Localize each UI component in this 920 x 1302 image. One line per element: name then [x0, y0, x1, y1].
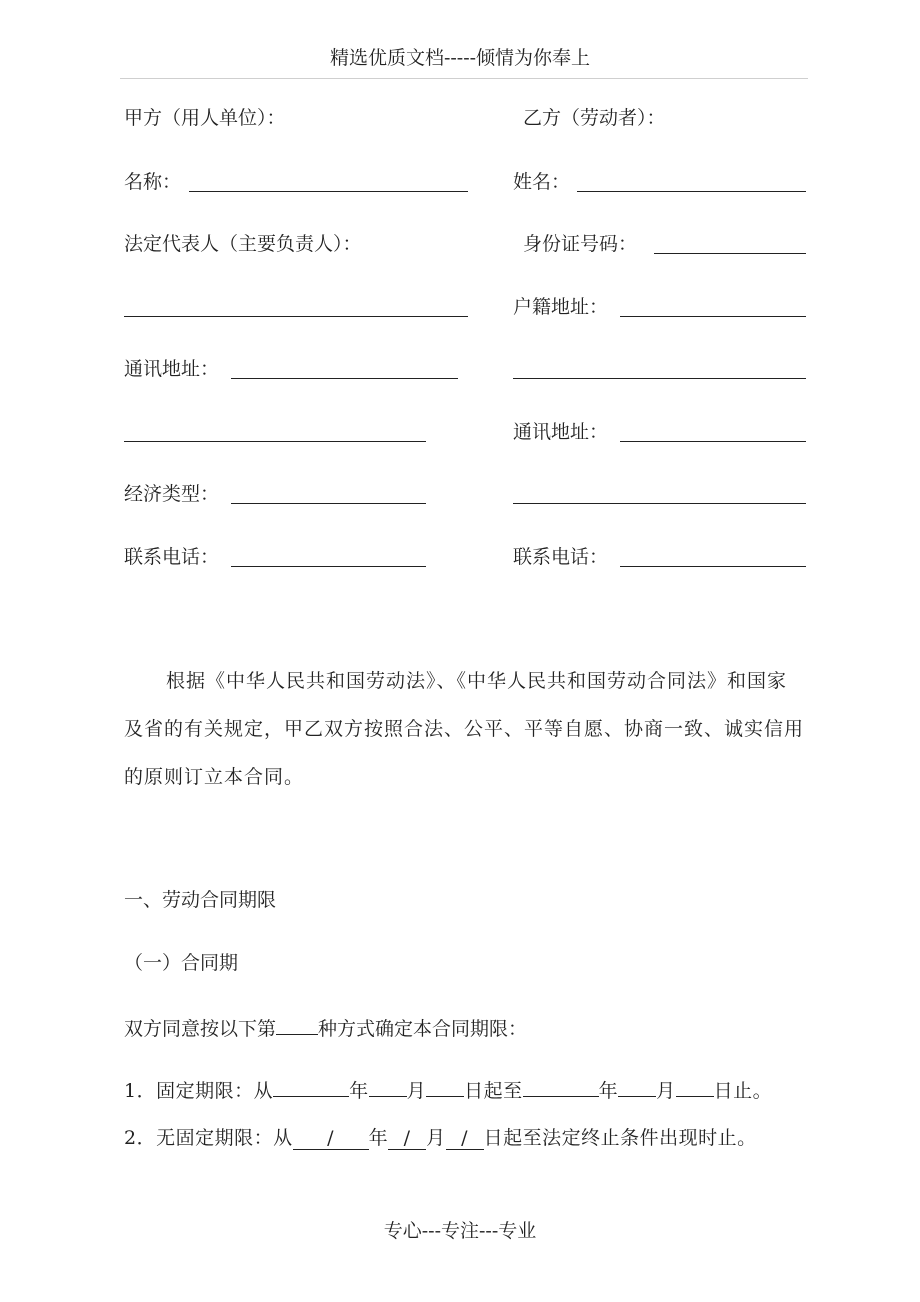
- page-footer: 专心---专注---专业: [383, 1220, 537, 1242]
- party-a-rep-label: 法定代表人（主要负责人）：: [124, 233, 362, 255]
- term-choice-suffix: 种方式确定本合同期限：: [318, 1018, 528, 1040]
- fixed-start-month-blank[interactable]: [369, 1076, 407, 1097]
- fixed-start-year-blank[interactable]: [273, 1076, 349, 1097]
- page-header: 精选优质文档-----倾情为你奉上: [329, 47, 591, 69]
- month-label: 月: [656, 1080, 676, 1102]
- party-a-address-field[interactable]: [231, 378, 458, 379]
- open-term-prefix: 2．无固定期限：从: [124, 1127, 293, 1149]
- day-to-label: 日止。: [713, 1080, 773, 1102]
- party-a-heading: 甲方（用人单位）：: [124, 107, 286, 129]
- open-term-line: [124, 1126, 757, 1150]
- section-1-title: 一、劳动合同期限: [124, 889, 277, 911]
- fixed-end-day-blank[interactable]: [676, 1076, 714, 1097]
- term-choice-blank[interactable]: [276, 1014, 318, 1035]
- fixed-end-month-blank[interactable]: [618, 1076, 656, 1097]
- month-label: 月: [426, 1127, 446, 1149]
- party-a-name-label: 名称：: [124, 171, 182, 193]
- fixed-end-year-blank[interactable]: [523, 1076, 599, 1097]
- party-b-name-field[interactable]: [577, 191, 806, 192]
- party-a-rep-field[interactable]: [124, 316, 468, 317]
- party-a-address-field-line2[interactable]: [124, 441, 426, 442]
- preamble-paragraph: 根据《中华人民共和国劳动法》、《中华人民共和国劳动合同法》和国家及省的有关规定，甲乙双方按照合法、公平、平等自愿、协商一致、诚实信用的原则订立本合同。: [124, 670, 805, 788]
- party-b-address-field-line2[interactable]: [513, 503, 806, 504]
- fixed-term-line: [124, 1076, 772, 1103]
- fixed-term-prefix: 1．固定期限：从: [124, 1080, 274, 1102]
- day-from-label: 日起至: [464, 1080, 523, 1102]
- year-label: 年: [349, 1080, 369, 1102]
- term-choice-prefix: 双方同意按以下第: [124, 1018, 277, 1040]
- party-b-phone-field[interactable]: [620, 566, 806, 567]
- party-b-household-field-line2[interactable]: [513, 378, 806, 379]
- party-b-address-label: 通讯地址：: [513, 421, 609, 443]
- header-divider: [120, 78, 808, 79]
- party-b-household-field[interactable]: [620, 316, 806, 317]
- party-a-econ-field[interactable]: [231, 503, 426, 504]
- month-label: 月: [406, 1080, 427, 1102]
- party-a-phone-field[interactable]: [231, 566, 426, 567]
- open-day-blank[interactable]: /: [446, 1127, 484, 1150]
- party-b-household-label: 户籍地址：: [513, 296, 609, 318]
- party-b-address-field[interactable]: [620, 441, 806, 442]
- open-month-blank[interactable]: /: [388, 1127, 426, 1150]
- party-b-name-label: 姓名：: [513, 171, 571, 193]
- term-choice-line: [124, 1014, 527, 1041]
- year-label: 年: [368, 1127, 389, 1149]
- party-b-id-field[interactable]: [654, 253, 806, 254]
- party-a-address-label: 通讯地址：: [124, 358, 220, 380]
- party-a-name-field[interactable]: [189, 191, 468, 192]
- day-to-label: 日起至法定终止条件出现时止。: [483, 1127, 757, 1149]
- party-b-heading: 乙方（劳动者）：: [523, 107, 666, 129]
- party-b-phone-label: 联系电话：: [513, 546, 609, 568]
- section-1-sub1: （一）合同期: [124, 952, 239, 974]
- party-a-phone-label: 联系电话：: [124, 546, 220, 568]
- party-b-id-label: 身份证号码：: [523, 233, 638, 255]
- fixed-start-day-blank[interactable]: [426, 1076, 464, 1097]
- open-year-blank[interactable]: /: [293, 1127, 369, 1150]
- year-label: 年: [598, 1080, 619, 1102]
- party-a-econ-label: 经济类型：: [124, 483, 220, 505]
